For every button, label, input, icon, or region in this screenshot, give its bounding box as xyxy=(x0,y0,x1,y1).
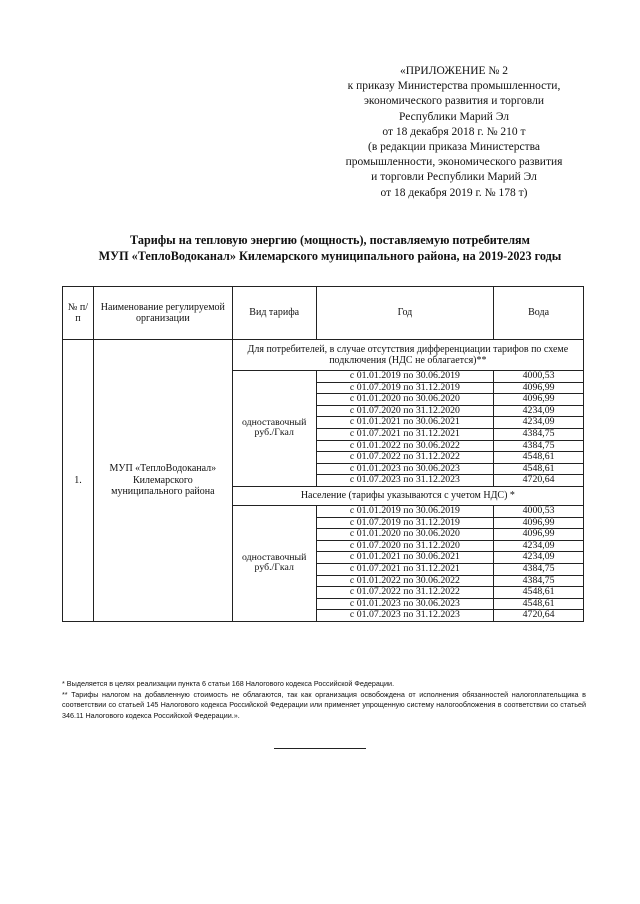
table-header-row xyxy=(63,287,584,340)
period-cell: с 01.07.2021 по 31.12.2021 xyxy=(316,563,494,575)
period-cell: с 01.07.2022 по 31.12.2022 xyxy=(316,587,494,599)
value-cell: 4548,61 xyxy=(494,452,584,464)
period-cell: с 01.07.2021 по 31.12.2021 xyxy=(316,428,494,440)
value-cell: 4384,75 xyxy=(494,428,584,440)
value-cell: 4234,09 xyxy=(494,405,584,417)
tariff-table xyxy=(62,286,584,622)
end-divider xyxy=(274,748,366,749)
title-line-1: Тарифы на тепловую энергию (мощность), поставляемую потребителям xyxy=(130,233,530,247)
header-period: Год xyxy=(316,287,494,340)
period-cell: с 01.07.2023 по 31.12.2023 xyxy=(316,610,494,622)
value-cell: 4384,75 xyxy=(494,575,584,587)
period-cell: с 01.01.2021 по 30.06.2021 xyxy=(316,417,494,429)
period-cell: с 01.07.2023 по 31.12.2023 xyxy=(316,475,494,487)
appendix-line: «ПРИЛОЖЕНИЕ № 2 xyxy=(399,65,508,77)
period-cell: с 01.07.2022 по 31.12.2022 xyxy=(316,452,494,464)
period-cell: с 01.01.2022 по 30.06.2022 xyxy=(316,575,494,587)
footnote-1: * Выделяется в целях реализации пункта 6 статьи 168 Налогового кодекса Российской Федерации. xyxy=(62,679,395,688)
header-value: Вода xyxy=(494,287,584,340)
value-cell: 4234,09 xyxy=(494,540,584,552)
value-cell: 4234,09 xyxy=(494,552,584,564)
section-heading: Для потребителей, в случае отсутствия дифференциации тарифов по схеме подключения (НДС не облагается)** xyxy=(232,340,583,371)
period-cell: с 01.07.2020 по 31.12.2020 xyxy=(316,540,494,552)
value-cell: 4234,09 xyxy=(494,417,584,429)
org-name: МУП «ТеплоВодоканал» Килемарского муниципального района xyxy=(93,340,232,622)
value-cell: 4000,53 xyxy=(494,505,584,517)
header-tariff-type: Вид тарифа xyxy=(232,287,316,340)
period-cell: с 01.01.2019 по 30.06.2019 xyxy=(316,371,494,383)
period-cell: с 01.01.2021 по 30.06.2021 xyxy=(316,552,494,564)
period-cell: с 01.01.2022 по 30.06.2022 xyxy=(316,440,494,452)
appendix-line: (в редакции приказа Министерства xyxy=(367,141,540,154)
value-cell: 4384,75 xyxy=(494,563,584,575)
appendix-line: промышленности, экономического развития xyxy=(345,156,563,169)
value-cell: 4548,61 xyxy=(494,463,584,475)
period-cell: с 01.01.2020 по 30.06.2020 xyxy=(316,529,494,541)
section-row xyxy=(63,340,584,371)
title-line-2: МУП «ТеплоВодоканал» Килемарского муниципального района, на 2019-2023 годы xyxy=(98,249,562,263)
document-title xyxy=(40,232,620,264)
appendix-line: от 18 декабря 2018 г. № 210 т xyxy=(382,125,526,138)
value-cell: 4096,99 xyxy=(494,517,584,529)
appendix-line: экономического развития и торговли xyxy=(364,95,544,108)
period-cell: с 01.01.2023 по 30.06.2023 xyxy=(316,598,494,610)
header-num: № п/п xyxy=(63,287,94,340)
value-cell: 4000,53 xyxy=(494,371,584,383)
value-cell: 4096,99 xyxy=(494,394,584,406)
period-cell: с 01.01.2019 по 30.06.2019 xyxy=(316,505,494,517)
period-cell: с 01.01.2020 по 30.06.2020 xyxy=(316,394,494,406)
period-cell: с 01.01.2023 по 30.06.2023 xyxy=(316,463,494,475)
tariff-type: одноставочный руб./Гкал xyxy=(232,505,316,621)
period-cell: с 01.07.2020 по 31.12.2020 xyxy=(316,405,494,417)
header-org: Наименование регулируемой организации xyxy=(93,287,232,340)
value-cell: 4384,75 xyxy=(494,440,584,452)
section-heading: Население (тарифы указываются с учетом НДС) * xyxy=(232,486,583,505)
period-cell: с 01.07.2019 по 31.12.2019 xyxy=(316,382,494,394)
value-cell: 4548,61 xyxy=(494,587,584,599)
appendix-line: и торговли Республики Марий Эл xyxy=(371,171,537,184)
row-number: 1. xyxy=(63,340,94,622)
appendix-line: к приказу Министерства промышленности, xyxy=(347,80,561,93)
value-cell: 4096,99 xyxy=(494,529,584,541)
value-cell: 4720,64 xyxy=(494,475,584,487)
value-cell: 4096,99 xyxy=(494,382,584,394)
footnotes xyxy=(62,679,586,721)
appendix-header xyxy=(318,64,590,201)
value-cell: 4548,61 xyxy=(494,598,584,610)
appendix-line: Республики Марий Эл xyxy=(398,110,509,123)
value-cell: 4720,64 xyxy=(494,610,584,622)
tariff-table-body xyxy=(63,287,584,622)
footnote-2: ** Тарифы налогом на добавленную стоимость не облагаются, так как организация освобождена от исполнения обязанностей налогоплательщика в соответствии со статьей 145 Налогового кодекса Российской Федерации или применяет упрощенную систему налогообложения в соответствии со статьей 346.11 Налогового кодекса Российской Федерации.». xyxy=(62,689,586,720)
appendix-line: от 18 декабря 2019 г. № 178 т) xyxy=(380,186,528,199)
period-cell: с 01.07.2019 по 31.12.2019 xyxy=(316,517,494,529)
tariff-type: одноставочный руб./Гкал xyxy=(232,371,316,487)
